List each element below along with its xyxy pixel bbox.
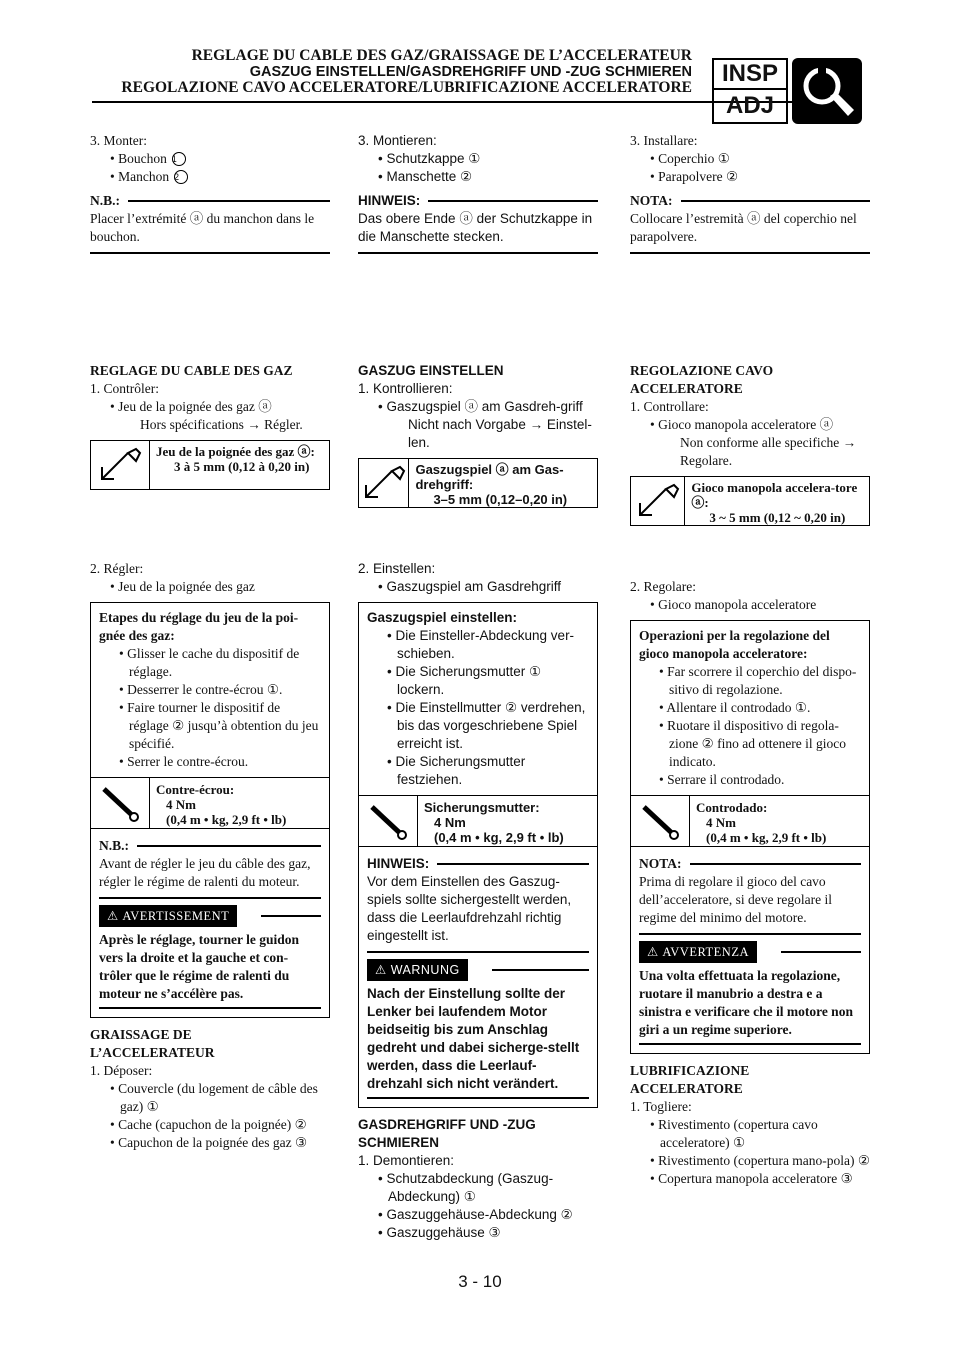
fr-section-title2a: GRAISSAGE DE	[90, 1027, 192, 1042]
fr-note1	[90, 192, 330, 254]
badge-bottom-text: ADJ	[725, 92, 774, 119]
fr-remove1a: • Couvercle (du logement de câble des gaz) ①	[110, 1081, 318, 1114]
de-remove1a: • Schutzabdeckung (Gaszug-Abdeckung) ①	[378, 1171, 554, 1204]
it-section-title2a: LUBRIFICAZIONE	[630, 1063, 750, 1078]
column-french	[90, 132, 330, 1152]
fr-remove1c: • Capuchon de la poignée des gaz ③	[110, 1135, 308, 1150]
column-german	[358, 132, 598, 1242]
de-torque-v1: 4 Nm	[434, 815, 466, 830]
de-note2-title: HINWEIS:	[367, 856, 430, 871]
warning-triangle-icon: ⚠	[107, 909, 123, 923]
fr-step3: 3. Monter:	[90, 133, 147, 148]
de-remove1b: • Gaszuggehäuse-Abdeckung ②	[378, 1207, 573, 1222]
fr-check1a: • Jeu de la poignée des gaz ⓐ	[110, 399, 272, 414]
it-check1: 1. Controllare:	[630, 399, 709, 414]
note-rule	[681, 200, 871, 202]
de-note1-title: HINWEIS:	[358, 193, 421, 208]
it-note1	[630, 192, 870, 254]
note-rule	[428, 200, 598, 202]
it-adjust2: 2. Regolare:	[630, 579, 696, 594]
it-torque-v1: 4 Nm	[706, 815, 736, 830]
page-header	[121, 48, 692, 96]
header-rule	[92, 101, 805, 103]
fr-box-step4: • Serrer le contre-écrou.	[119, 754, 249, 769]
header-line-fr: REGLAGE DU CABLE DES GAZ/GRAISSAGE DE L’ACCELERATEUR	[191, 47, 692, 64]
de-note2-head	[367, 855, 589, 873]
de-torque-label: Sicherungsmutter:	[424, 800, 540, 815]
callout-1: 1	[172, 152, 186, 166]
de-spec-freeplay	[358, 458, 598, 508]
warning-rule	[492, 969, 589, 971]
fr-note1-text: Placer l’extrémité ⓐ du manchon dans le bouchon.	[90, 211, 315, 244]
fr-warning-label: AVERTISSEMENT	[122, 909, 230, 923]
torque-wrench-icon	[631, 796, 690, 846]
de-step3a: • Schutzkappe ①	[378, 151, 481, 166]
de-box-title: Gaszugspiel einstellen:	[367, 610, 518, 625]
it-spec1-label: Gioco manopola accelera-tore ⓐ:	[691, 480, 858, 510]
fr-adjust2: 2. Régler:	[90, 561, 144, 576]
it-note2	[639, 855, 861, 935]
fr-spec1-value: 3 à 5 mm (0,12 à 0,20 in)	[174, 459, 310, 474]
torque-wrench-icon	[91, 778, 150, 828]
de-spec1-label: Gaszugspiel ⓐ am Gas-drehgriff:	[415, 462, 564, 492]
de-remove1: 1. Demontieren:	[358, 1153, 455, 1168]
it-remove1c: • Copertura manopola acceleratore ③	[650, 1171, 853, 1186]
page-number: 3 - 10	[458, 1272, 502, 1291]
section-badge	[712, 58, 862, 124]
de-check1b: Nicht nach Vorgabe → Einstel-len.	[408, 417, 592, 450]
callout-2: 2	[174, 170, 188, 184]
de-check1: 1. Kontrollieren:	[358, 381, 453, 396]
fr-torque-spec	[91, 777, 329, 828]
fr-note2-head	[99, 837, 321, 855]
it-step3a: • Coperchio ①	[650, 151, 730, 166]
it-note1-head	[630, 192, 870, 210]
it-box-step3: • Ruotare il dispositivo di regola-zione ② fino ad ottenere il gioco indicato.	[659, 718, 847, 769]
de-step3b: • Manschette ②	[378, 169, 473, 184]
de-warning-label: WARNUNG	[390, 963, 460, 977]
de-section-title2a: GASDREHGRIFF UND -ZUG	[358, 1117, 536, 1132]
fr-check1b: Hors spécifications → Régler.	[140, 417, 303, 432]
fr-spec-freeplay	[90, 440, 330, 490]
fr-note1-head	[90, 192, 330, 210]
it-warning-text: Una volta effettuata la regolazione, ruotare il manubrio a destra e a sinistra e verificare che il motore non giri a un regime superiore.	[639, 967, 861, 1045]
de-adjust2a: • Gaszugspiel am Gasdrehgriff	[378, 579, 562, 594]
it-warning-label: AVVERTENZA	[662, 945, 749, 959]
it-note2-text: Prima di regolare il gioco del cavo dell’acceleratore, si deve regolare il regime del minimo del motore.	[639, 874, 833, 925]
it-note2-head	[639, 855, 861, 873]
spec-wrench-icon	[91, 441, 150, 489]
note-rule	[437, 863, 589, 865]
it-remove1: 1. Togliere:	[630, 1099, 692, 1114]
fr-note1-title: N.B.:	[90, 193, 120, 208]
header-line-it: REGOLAZIONE CAVO ACCELERATORE/LUBRIFICAZIONE ACCELERATORE	[121, 79, 692, 96]
fr-note2-text: Avant de régler le jeu du câble des gaz, régler le régime de ralenti du moteur.	[99, 856, 311, 889]
de-box-step2: • Die Sicherungsmutter ① lockern.	[387, 664, 542, 697]
de-warning-text: Nach der Einstellung sollte der Lenker bei laufendem Motor beidseitig bis zum Anschlag gedreht und dabei sicherge-stellt werden, dass die Leerlauf-drehzahl sich nicht verändert.	[367, 985, 589, 1099]
de-box-step4: • Die Sicherungsmutter festziehen.	[387, 754, 526, 787]
fr-warning-tag	[99, 905, 237, 927]
it-step3: 3. Installare:	[630, 133, 698, 148]
de-spec1-value: 3–5 mm (0,12–0,20 in)	[433, 492, 568, 507]
fr-remove1b: • Cache (capuchon de la poignée) ②	[110, 1117, 307, 1132]
de-note1-head	[358, 192, 598, 210]
fr-section-title2b: L’ACCELERATEUR	[90, 1045, 215, 1060]
de-warning-tag	[367, 959, 468, 981]
de-section-title2b: SCHMIEREN	[358, 1135, 440, 1150]
it-note1-text: Collocare l’estremità ⓐ del coperchio nel parapolvere.	[630, 211, 857, 244]
de-torque-spec	[359, 795, 597, 846]
fr-warning-head	[99, 905, 321, 927]
fr-torque-v2: (0,4 m • kg, 2,9 ft • lb)	[166, 812, 287, 827]
it-section-title1b: ACCELERATORE	[630, 381, 743, 396]
it-section-title1a: REGOLAZIONE CAVO	[630, 363, 774, 378]
fr-step3a	[90, 150, 330, 168]
it-spec1-value: 3 ~ 5 mm (0,12 ~ 0,20 in)	[709, 510, 846, 525]
de-procedure-box	[358, 602, 598, 1108]
de-box-step3: • Die Einstellmutter ② verdrehen, bis das vorgeschriebene Spiel erreicht ist.	[387, 700, 586, 751]
it-spec-freeplay	[630, 476, 870, 526]
it-check1a: • Gioco manopola acceleratore ⓐ	[650, 417, 834, 432]
warning-rule	[261, 915, 321, 917]
fr-step3b	[90, 168, 330, 186]
it-procedure-box	[630, 620, 870, 1054]
warning-triangle-icon: ⚠	[375, 963, 391, 977]
it-step3b: • Parapolvere ②	[650, 169, 739, 184]
de-box-step1: • Die Einsteller-Abdeckung ver-schieben.	[387, 628, 575, 661]
spec-wrench-icon	[359, 459, 409, 507]
fr-torque-label: Contre-écrou:	[156, 782, 235, 797]
note-rule	[128, 200, 330, 202]
it-note2-title: NOTA:	[639, 856, 682, 871]
fr-box-title: Etapes du réglage du jeu de la poi-gnée des gaz:	[99, 610, 299, 643]
warning-rule	[781, 951, 861, 953]
torque-wrench-icon	[359, 796, 418, 846]
note-rule	[137, 845, 321, 847]
fr-box-step1: • Glisser le cache du dispositif de réglage.	[119, 646, 300, 679]
it-torque-label: Controdado:	[696, 800, 768, 815]
de-remove1c: • Gaszuggehäuse ③	[378, 1225, 501, 1240]
it-box-step2: • Allentare il controdado ①.	[659, 700, 811, 715]
fr-spec1-label: Jeu de la poignée des gaz ⓐ:	[156, 444, 315, 459]
fr-box-step2: • Desserrer le contre-écrou ①.	[119, 682, 283, 697]
it-warning-head	[639, 941, 861, 963]
de-note2-text: Vor dem Einstellen des Gaszug-spiels sollte sichergestellt werden, dass die Leerlaufdrehzahl richtig eingestellt ist.	[367, 874, 572, 943]
fr-torque-v1: 4 Nm	[166, 797, 196, 812]
de-torque-v2: (0,4 m • kg, 2,9 ft • lb)	[434, 830, 564, 845]
fr-adjust2a: • Jeu de la poignée des gaz	[110, 579, 255, 594]
inspection-wrench-icon	[792, 58, 862, 124]
fr-procedure-box	[90, 602, 330, 1018]
insp-adj-badge	[712, 58, 788, 124]
fr-step3a-text: • Bouchon	[110, 151, 167, 166]
de-check1a: • Gaszugspiel ⓐ am Gasdreh-griff	[378, 399, 583, 414]
de-note1	[358, 192, 598, 254]
it-remove1a: • Rivestimento (copertura cavo acceleratore) ①	[650, 1117, 818, 1150]
it-check1b: Non conforme alle specifiche → Regolare.	[680, 435, 857, 468]
it-torque-spec	[631, 795, 869, 846]
it-warning-tag	[639, 941, 757, 963]
de-note1-text: Das obere Ende ⓐ der Schutzkappe in die Manschette stecken.	[358, 211, 593, 244]
it-note1-title: NOTA:	[630, 193, 673, 208]
fr-step3b-text: • Manchon	[110, 169, 170, 184]
header-line-de: GASZUG EINSTELLEN/GASDREHGRIFF UND -ZUG SCHMIEREN	[249, 64, 692, 80]
column-italian	[630, 132, 870, 1188]
badge-top-text: INSP	[714, 60, 786, 90]
fr-warning-text: Après le réglage, tourner le guidon vers la droite et la gauche et con-trôler que le régime de ralenti du moteur ne s’accélère pas.	[99, 931, 321, 1009]
fr-note2-title: N.B.:	[99, 838, 129, 853]
fr-box-step3: • Faire tourner le dispositif de réglage ② jusqu’à obtention du jeu spécifié.	[119, 700, 319, 751]
de-note2	[367, 855, 589, 953]
de-step3: 3. Montieren:	[358, 133, 437, 148]
it-box-step1: • Far scorrere il coperchio del dispo-sitivo di regolazione.	[659, 664, 857, 697]
it-box-title: Operazioni per la regolazione del gioco manopola acceleratore:	[639, 628, 830, 661]
it-section-title2b: ACCELERATORE	[630, 1081, 743, 1096]
fr-note2	[99, 837, 321, 899]
de-section-title1: GASZUG EINSTELLEN	[358, 363, 504, 378]
it-adjust2a: • Gioco manopola acceleratore	[650, 597, 817, 612]
fr-remove1: 1. Déposer:	[90, 1063, 153, 1078]
it-box-step4: • Serrare il controdado.	[659, 772, 785, 787]
de-adjust2: 2. Einstellen:	[358, 561, 436, 576]
fr-check1: 1. Contrôler:	[90, 381, 159, 396]
spec-wrench-icon	[631, 477, 685, 525]
it-torque-v2: (0,4 m • kg, 2,9 ft • lb)	[706, 830, 827, 845]
warning-triangle-icon: ⚠	[647, 945, 663, 959]
fr-section-title1: REGLAGE DU CABLE DES GAZ	[90, 363, 293, 378]
it-remove1b: • Rivestimento (copertura mano-pola) ②	[650, 1153, 871, 1168]
note-rule	[690, 863, 862, 865]
de-warning-head	[367, 959, 589, 981]
